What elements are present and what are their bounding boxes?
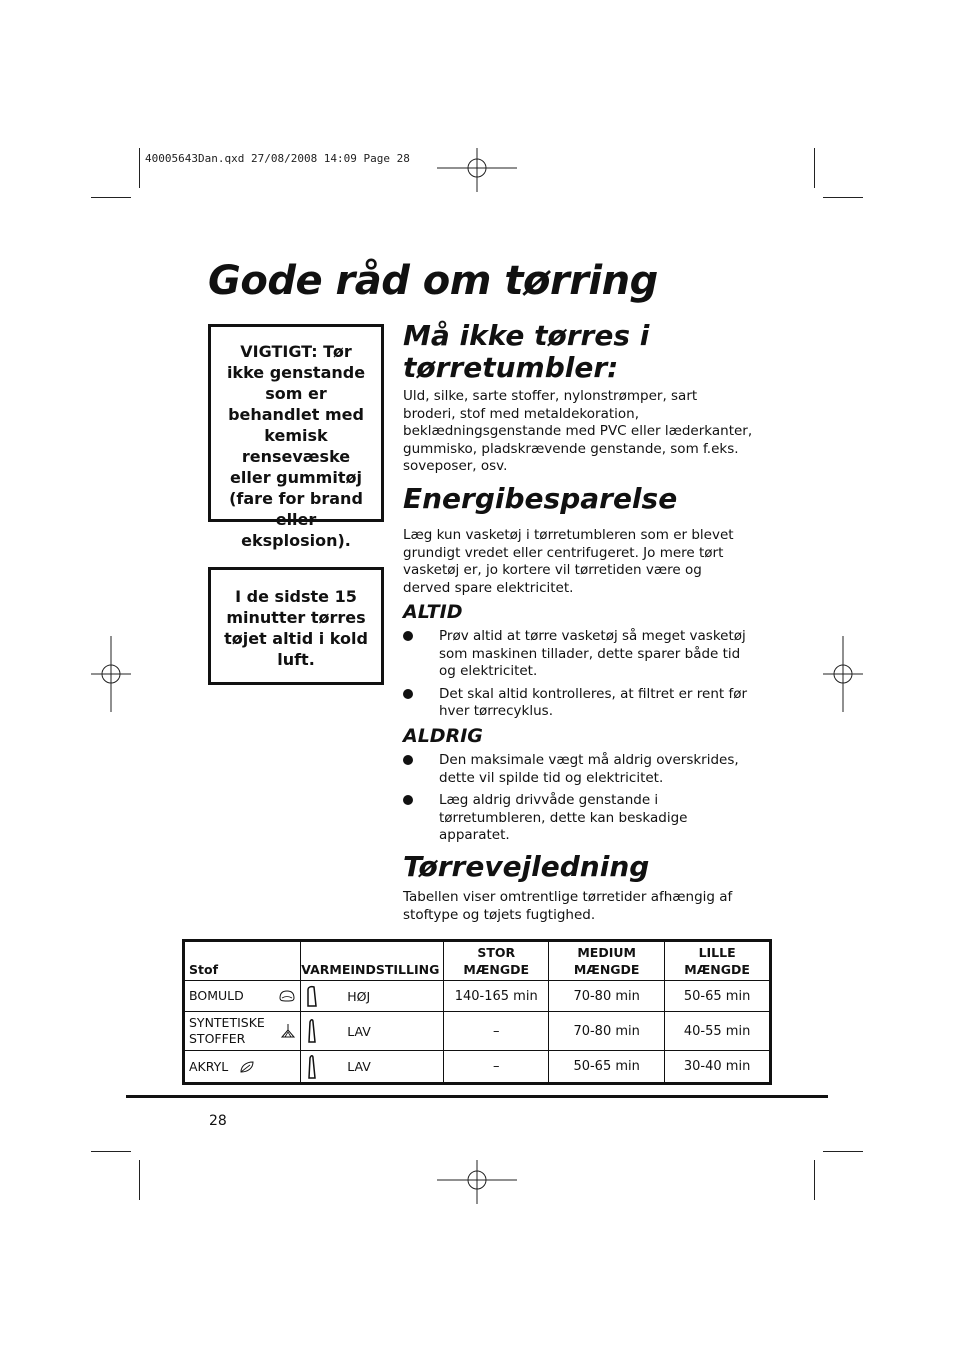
list-item: Den maksimale vægt må aldrig overskrides, dette vil spilde tid og elektricitet. (403, 752, 753, 787)
do-not-tumble-text: Uld, silke, sarte stoffer, nylonstrømper, sart broderi, stof med metaldekoration, beklædningsgenstande med PVC eller læderkanter, gummisko, pladskrævende genstande, som f.eks. soveposer, osv. (403, 388, 753, 475)
heat-cell: HØJ (301, 981, 444, 1012)
crop-mark (91, 197, 131, 198)
medium-load-time: 70-80 min (549, 981, 665, 1012)
crop-mark (139, 1160, 140, 1200)
always-heading: ALTID (403, 601, 463, 623)
warning-text: VIGTIGT: Tør ikke genstande som er behandlet med kemisk rensevæske eller gummitøj (fare for brand eller eksplosion). (226, 342, 366, 550)
large-load-time: 140-165 min (444, 981, 549, 1012)
crop-mark (814, 1160, 815, 1200)
low-heat-icon (305, 1054, 319, 1080)
high-heat-icon (305, 984, 319, 1008)
energy-saving-text: Læg kun vasketøj i tørretumbleren som er blevet grundigt vredet eller centrifugeret. Jo mere tørt vasketøj er, jo kortere vil tørretiden være og derved spare elektricitet. (403, 527, 734, 596)
warning-box (208, 324, 384, 550)
list-item: Læg aldrig drivvåde genstande i tørretumbleren, dette kan beskadige apparatet. (403, 792, 753, 845)
never-heading: ALDRIG (403, 725, 483, 747)
always-list (403, 628, 753, 726)
small-load-time: 50-65 min (665, 981, 771, 1012)
fabric-cell: AKRYL (184, 1051, 301, 1084)
small-load-time: 40-55 min (665, 1012, 771, 1051)
section-heading-energy-saving: Energibesparelse (403, 482, 678, 515)
fabric-cell: BOMULD (184, 981, 301, 1012)
crop-mark (91, 1151, 131, 1152)
column-header-small: LILLE MÆNGDE (665, 941, 771, 981)
never-list (403, 752, 753, 850)
synthetic-care-icon (280, 1023, 296, 1039)
list-item: Prøv altid at tørre vasketøj så meget vasketøj som maskinen tillader, dette sparer både tid og elektricitet. (403, 628, 753, 681)
page-number: 28 (209, 1113, 227, 1129)
acrylic-care-icon (238, 1060, 256, 1074)
heat-cell: LAV (301, 1012, 444, 1051)
column-header-fabric: Stof (184, 941, 301, 981)
registration-mark-icon (437, 148, 517, 192)
column-header-large: STOR MÆNGDE (444, 941, 549, 981)
crop-mark (823, 197, 863, 198)
large-load-time: – (444, 1051, 549, 1084)
bullet-icon (403, 631, 413, 641)
drying-guide-text: Tabellen viser omtrentlige tørretider afhængig af stoftype og tøjets fugtighed. (403, 889, 733, 923)
table-row (184, 981, 771, 1012)
bullet-icon (403, 755, 413, 765)
crop-mark (823, 1151, 863, 1152)
print-slug: 40005643Dan.qxd 27/08/2008 14:09 Page 28 (145, 152, 410, 165)
crop-mark (814, 148, 815, 188)
section-heading-drying-guide: Tørrevejledning (403, 850, 650, 883)
registration-mark-icon (437, 1160, 517, 1204)
bullet-icon (403, 795, 413, 805)
cotton-care-icon (278, 989, 296, 1003)
low-heat-icon (305, 1018, 319, 1044)
cool-air-text: I de sidste 15 minutter tørres tøjet altid i kold luft. (224, 587, 368, 669)
medium-load-time: 70-80 min (549, 1012, 665, 1051)
list-item: Det skal altid kontrolleres, at filtret er rent før hver tørrecyklus. (403, 686, 753, 721)
medium-load-time: 50-65 min (549, 1051, 665, 1084)
section-heading-do-not-tumble: Må ikke tørres i tørretumbler: (403, 319, 650, 384)
cool-air-box (208, 567, 384, 685)
column-header-medium: MEDIUM MÆNGDE (549, 941, 665, 981)
registration-mark-icon (823, 636, 863, 712)
crop-mark (139, 148, 140, 188)
registration-mark-icon (91, 636, 131, 712)
heat-cell: LAV (301, 1051, 444, 1084)
table-header-row (184, 941, 771, 981)
table-row (184, 1051, 771, 1084)
table-row (184, 1012, 771, 1051)
footer-rule (126, 1095, 828, 1098)
page-title: Gode råd om tørring (208, 258, 658, 304)
drying-table (182, 939, 772, 1085)
fabric-cell: SYNTETISKE STOFFER (184, 1012, 301, 1051)
small-load-time: 30-40 min (665, 1051, 771, 1084)
bullet-icon (403, 689, 413, 699)
column-header-heat: VARMEINDSTILLING (301, 941, 444, 981)
large-load-time: – (444, 1012, 549, 1051)
